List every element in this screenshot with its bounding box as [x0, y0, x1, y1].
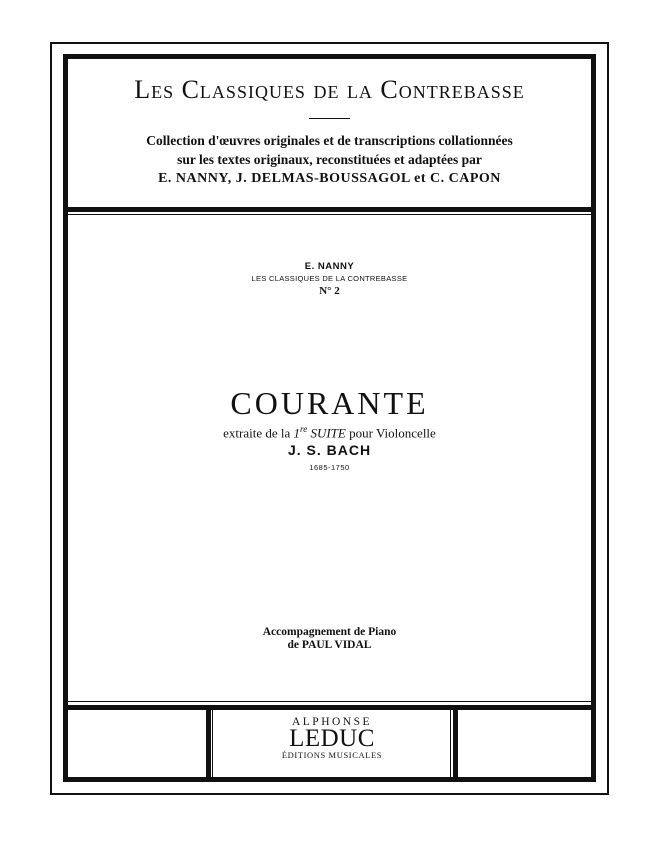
- header-divider: [63, 207, 596, 212]
- footer-divider: [63, 705, 596, 710]
- composer-dates: 1685-1750: [309, 463, 350, 472]
- subtitle-prefix: extraite de la: [223, 425, 294, 441]
- editor-name: E. NANNY: [304, 261, 355, 272]
- title-underline: [309, 118, 350, 119]
- publisher-logo: [214, 713, 450, 777]
- collection-authors: E. NANNY, J. DELMAS-BOUSSAGOL et C. CAPON: [158, 171, 501, 186]
- subtitle-suffix: pour Violoncelle: [345, 425, 436, 441]
- publisher-name: LEDUC: [289, 725, 375, 752]
- subtitle-suite: SUITE: [307, 425, 346, 441]
- series-number: N° 2: [319, 285, 340, 297]
- accompaniment-line1: Accompagnement de Piano: [262, 626, 397, 638]
- footer-divider-right-thin: [450, 708, 451, 782]
- footer-divider-thin: [68, 701, 591, 702]
- piece-title: COURANTE: [230, 385, 429, 421]
- publisher-subtitle: ÉDITIONS MUSICALES: [281, 750, 383, 760]
- footer-divider-left-thin: [212, 708, 213, 782]
- composer-name: J. S. BACH: [287, 442, 372, 458]
- accompaniment-line2: de PAUL VIDAL: [287, 639, 372, 651]
- series-title: Les Classiques de la Contrebasse: [134, 75, 525, 104]
- footer-divider-left: [206, 708, 211, 782]
- header-divider-thin: [68, 214, 591, 215]
- publisher-first-name: ALPHONSE: [291, 716, 373, 728]
- subtitle-ordinal-suffix: re: [300, 424, 308, 434]
- series-name: LES CLASSIQUES DE LA CONTREBASSE: [251, 274, 408, 283]
- collection-description-line2: sur les textes originaux, reconstituées et adaptées par: [177, 152, 482, 167]
- collection-description-line1: Collection d'œuvres originales et de transcriptions collationnées: [146, 133, 513, 148]
- subtitle-ordinal: 1: [293, 425, 301, 441]
- piece-subtitle: [68, 424, 591, 441]
- footer-divider-right: [453, 708, 458, 782]
